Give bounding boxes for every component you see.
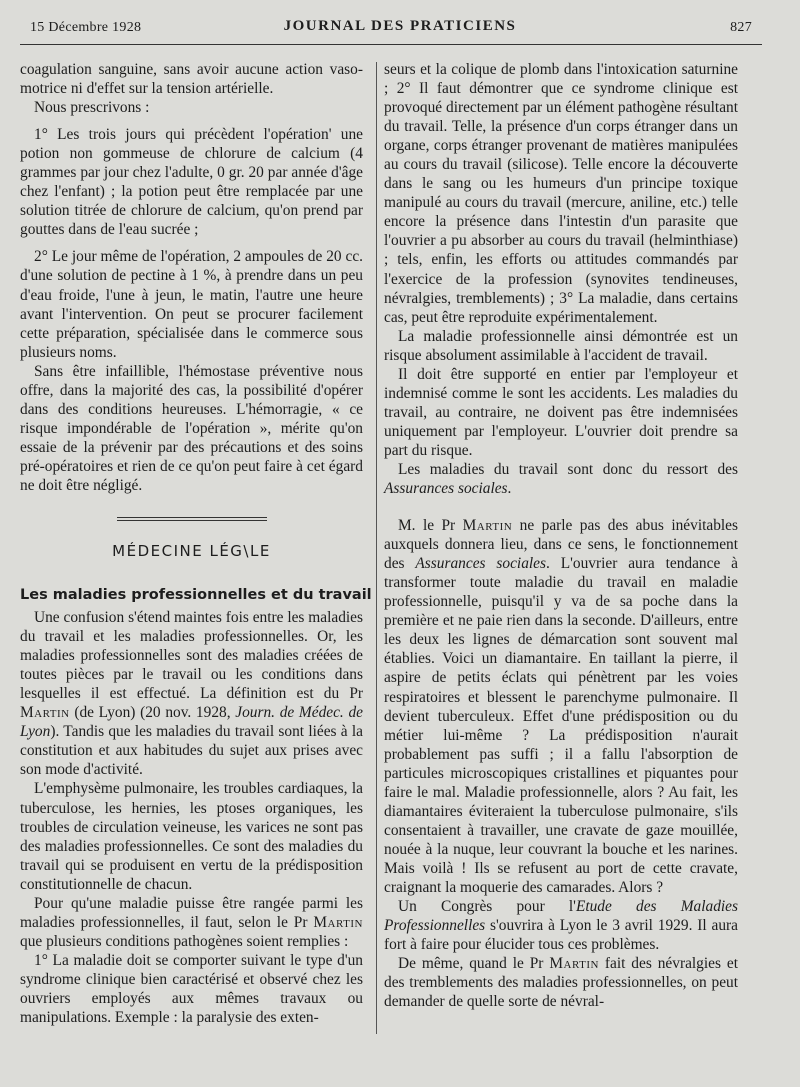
paragraph [20, 894, 363, 951]
text-run: que plusieurs conditions pathogènes soient remplies : [20, 932, 349, 950]
text-run: M. le Pr [398, 517, 463, 535]
header-rule [20, 44, 762, 45]
text-run: . [507, 480, 512, 498]
text-run: Pour qu'une maladie puisse être rangée parmi les maladies professionnelles, il faut, selon le Pr [20, 894, 363, 931]
author-name: Martin [462, 517, 513, 535]
emphasis: Assurances sociales [384, 480, 508, 498]
paragraph: 2° Le jour même de l'opération, 2 ampoules de 20 cc. d'une solution de pectine à 1 %, à prendre dans un peu d'eau froide, l'une à jeun, le matin, l'autre une heure avant l'intervention. On peut se procurer facilement cette préparation, spécialisée dans le commerce sous plusieurs noms. [20, 248, 363, 361]
paragraph: 1° Les trois jours qui précèdent l'opération' une potion non gommeuse de chlorure de calcium (4 grammes par jour chez l'adulte, 0 gr. 20 par année d'âge chez l'enfant) ; la potion peut être remplacée par une solution titrée de chlorure de calcium, qu'on prend par gouttes dans de l'eau sucrée ; [20, 126, 363, 239]
text-run: s'ouvrira à Lyon le 3 avril 1929. Il aura fort à faire pour élucider tous ces problèmes. [384, 917, 738, 954]
paragraph [384, 460, 738, 498]
paragraph [20, 608, 363, 779]
emphasis: Assurances sociales [415, 555, 546, 573]
header-date: 15 Décembre 1928 [30, 20, 142, 35]
text-run: . L'ouvrier aura tendance à transformer toute maladie du travail en maladie professionnelle, puisqu'il y va de sa poche dans la première et ne paie rien dans la seconde. D'ailleurs, entre les deux les lignes de démarcation sont souvent mal établies. Voici un diamantaire. En taillant la pierre, il aspire de petits éclats qui pénètrent par les voies respiratoires et blessent le parenchyme pulmonaire. Il devient tuberculeux. Effet d'une prédisposition ou du métier lui-même ? La prédisposition n'aurait probablement pas suffi ; il a fallu l'absorption de particules microscopiques cristallines et piquantes pour faire le mal. Maladie professionnelle, alors ? Au fait, les diamantaires éviteraient la tuberculose pulmonaire, s'ils consentaient à travailler, une cravate de gaze mouillée, nouée à la nuque, leur couvrant la bouche et les narines. Mais voilà ! Ils se refusent au port de cette cravate, craignant la moquerie des camarades. Alors ? [384, 555, 738, 896]
journal-reference: Journ. de Médec. de Lyon [20, 704, 363, 741]
author-name: Martin [313, 913, 363, 931]
author-name: Martin [549, 955, 599, 973]
article-title: Les maladies professionnelles et du travail [20, 587, 372, 604]
paragraph: Sans être infaillible, l'hémostase préventive nous offre, dans la majorité des cas, la possibilité d'opérer dans des conditions heureuses. L'hémorragie, « ce risque impondérable de l'opération », mérite qu'on essaie de la prévenir par des précautions et des soins pré-opératoires et rien de ce qu'on peut faire à cet égard ne doit être négligé. [20, 362, 363, 494]
paragraph [384, 897, 738, 954]
text-run: Une confusion s'étend maintes fois entre les maladies du travail et les maladies professionnelles. Or, les maladies professionnelles sont des maladies créées de toutes pièces par le travail ou les conditions dans lesquelles il est effectué. La définition est du Pr [20, 609, 363, 703]
author-name: Martin [20, 704, 70, 722]
text-run: Un Congrès pour l' [398, 898, 576, 916]
paragraph: Nous prescrivons : [34, 99, 150, 117]
paragraph: La maladie professionnelle ainsi démontrée est un risque absolument assimilable à l'accident de travail. [384, 327, 738, 364]
text-run: (de Lyon) (20 nov. 1928, [69, 704, 236, 722]
text-run: ne parle pas des abus inévitables auxquels donnera lieu, dans ce sens, le fonctionnement des [384, 517, 738, 573]
column-divider [376, 62, 377, 1034]
paragraph [384, 516, 738, 897]
paragraph [384, 954, 738, 1011]
text-run: fait des névralgies et des tremblements des maladies professionnelles, on peut demander de quelle sorte de névral- [384, 955, 738, 1011]
page-number: 827 [730, 20, 752, 35]
journal-title: JOURNAL DES PRATICIENS [283, 18, 517, 34]
emphasis: Etude des Maladies Professionnelles [384, 898, 739, 935]
page-header [0, 18, 800, 40]
section-heading: MÉDECINE LÉG\LE [112, 542, 271, 561]
paragraph: coagulation sanguine, sans avoir aucune action vaso-motrice ni d'effet sur la tension artérielle. [20, 61, 363, 98]
right-column [384, 60, 738, 1011]
left-column [20, 60, 372, 1027]
paragraph: Il doit être supporté en entier par l'employeur et indemnisé comme le sont les accidents. Les maladies du travail, au contraire, ne doivent pas être indemnisées uniquement par l'employeur. L'ouvrier doit prendre sa part du risque. [384, 365, 738, 459]
section-divider [117, 517, 267, 521]
paragraph: 1° La maladie doit se comporter suivant le type d'un syndrome clinique bien caractérisé et observé chez les ouvriers employés aux mêmes travaux ou manipulations. Exemple : la paralysie des exten- [20, 951, 363, 1027]
paragraph: seurs et la colique de plomb dans l'intoxication saturnine ; 2° Il faut démontrer que ce syndrome clinique est provoqué directement par un élément pathogène résultant du travail. Telle, la présence d'un corps étranger dans un organe, corps étranger provenant de matières manipulées au cours du travail (silicose). Telle encore la découverte dans le sang ou les humeurs d'un principe toxique manipulé au cours du travail (mercure, aniline, etc.) telle encore la présence dans l'intestin d'un parasite que l'ouvrier a pu absorber au cours du travail (helminthiase) ; tels, enfin, les efforts ou attitudes commandés par l'exercice de la profession (synovites tendineuses, névralgies, tremblements) ; 3° La maladie, dans certains cas, peut être reproduite expérimentalement. [384, 61, 738, 326]
paragraph: L'emphysème pulmonaire, les troubles cardiaques, la tuberculose, les hernies, les ptoses organiques, les troubles de circulation veineuse, les varices ne sont pas des maladies professionnelles. Ce sont des maladies du travail qui se produisent en vertu de la prédisposition constitutionnelle de chacun. [20, 780, 363, 893]
text-run: De même, quand le Pr [398, 955, 550, 973]
text-run: ). Tandis que les maladies du travail sont liées à la constitution et aux habitudes du sujet aux prises avec son mode d'activité. [20, 723, 363, 779]
text-run: Les maladies du travail sont donc du ressort des [398, 460, 738, 478]
